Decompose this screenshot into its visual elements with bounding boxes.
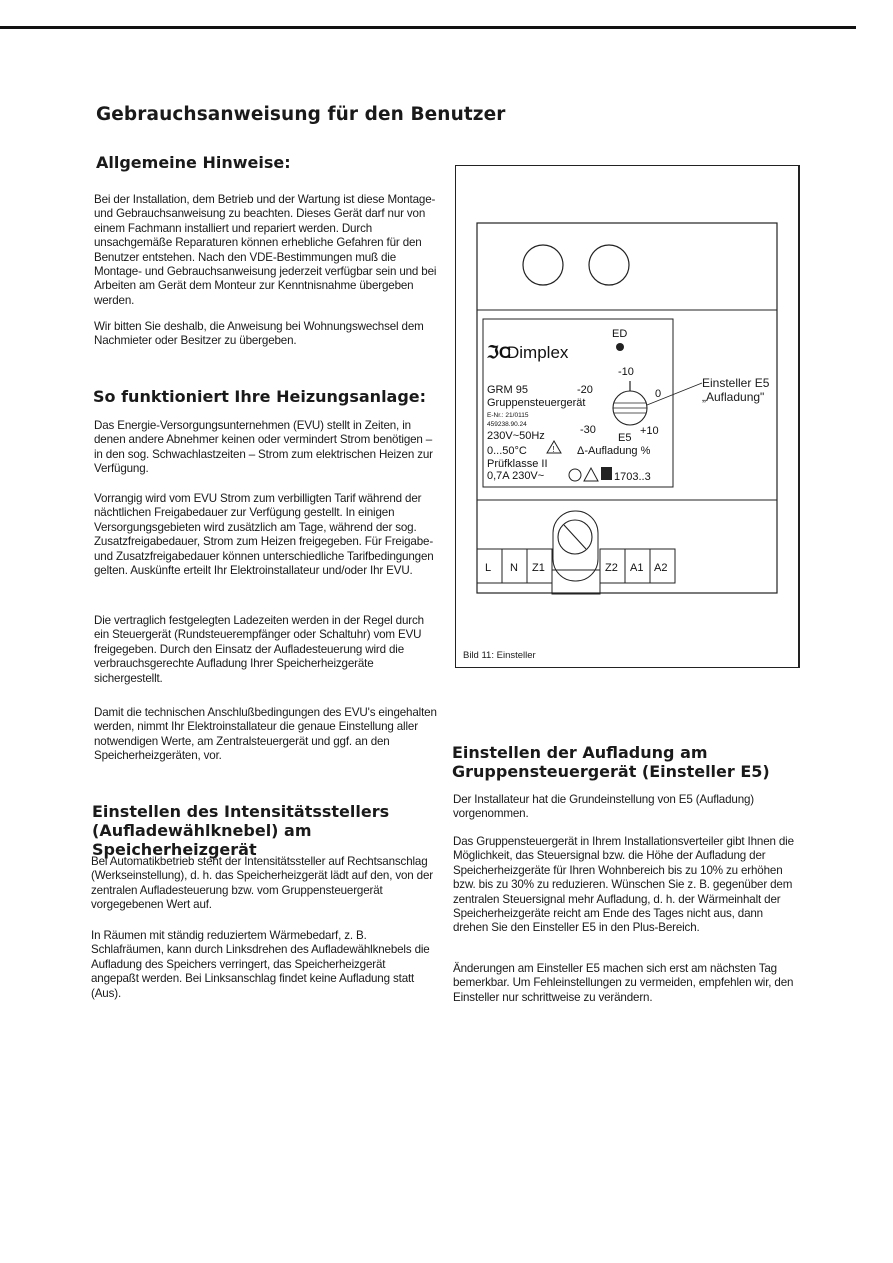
figure-caption: Bild 11: Einsteller — [463, 650, 536, 661]
safety-mark-icon — [584, 468, 598, 481]
enr-label: E-Nr.: 21/0115 — [487, 412, 529, 419]
voltage-label: 230V~50Hz — [487, 430, 545, 442]
callout-label — [702, 376, 769, 404]
terminal-z1: Z1 — [532, 562, 545, 574]
current-label: 0,7A 230V~ — [487, 470, 545, 482]
e5-paragraph-2: Das Gruppensteuergerät in Ihrem Installationsverteiler gibt Ihnen die Möglichkeit, das Steuersignal bzw. die Höhe der Aufladung der Speicherheizgeräte für Ihren Wohnbereich bis zu 10% zu erhöhen bzw. bis zu 30% zu reduzieren. Wünschen Sie z. B. gegenüber dem zentralen Steuersignal mehr Aufladung, d. h. der Wärmeinhalt der Speicherheizgeräte reicht am Ende des Tages nicht aus, dann drehen Sie den Einsteller E5 in den Plus-Bereich. — [453, 835, 794, 935]
brand-mark: ℑC — [487, 343, 512, 362]
double-insulation-icon — [601, 467, 612, 480]
warning-mark: ! — [552, 445, 555, 454]
e5-paragraph-1: Der Installateur hat die Grundeinstellung von E5 (Aufladung) vorgenommen. — [453, 793, 754, 821]
callout-line2: „Aufladung" — [702, 390, 765, 404]
intensity-paragraph-2: In Räumen mit ständig reduziertem Wärmebedarf, z. B. Schlafräumen, kann durch Linksdrehen des Aufladewählknebels die Aufladung des Speichers verringert, das Speicherheizgerät angepaßt werden. Bei Linksanschlag findet keine Aufladung statt (Aus). — [91, 929, 430, 1000]
how-paragraph-3: Die vertraglich festgelegten Ladezeiten werden in der Regel durch ein Steuergerät (Rundsteuerempfänger oder Schaltuhr) vom EVU freigegeben. Durch den Einsatz der Aufladesteuerung wird die verbrauchsgerechte Aufladung Ihrer Speicherheizgeräte sichergestellt. — [94, 614, 424, 685]
section-heading-how: So funktioniert Ihre Heizungsanlage: — [93, 387, 427, 406]
callout-line1: Einsteller E5 — [702, 376, 770, 390]
protection-label: Prüfklasse II — [487, 458, 548, 470]
aufladung-label: Δ-Aufladung % — [577, 445, 651, 457]
dial-tick-plus10: +10 — [640, 425, 659, 437]
led-window-left — [523, 245, 563, 285]
code-label: 459238.90.24 — [487, 421, 527, 428]
brand-name: Dimplex — [507, 343, 569, 362]
dial-tick-minus30: -30 — [580, 424, 596, 436]
general-paragraph-1: Bei der Installation, dem Betrieb und der Wartung ist diese Montage- und Gebrauchsanweisung zu beachten. Dieses Gerät darf nur von einem Fachmann installiert und repariert werden. Durch unsachgemäße Reparaturen können erhebliche Gefahren für den Benutzer entstehen. Nach den VDE-Bestimmungen muß die Montage- und Gebrauchsanweisung jederzeit verfügbar sein und bei Arbeiten am Gerät dem Monteur zur Kenntnisnahme übergeben werden. — [94, 193, 437, 307]
dial-tick-minus10: -10 — [618, 366, 634, 378]
terminal-l: L — [485, 562, 492, 574]
ed-indicator — [616, 343, 624, 351]
general-paragraph-2: Wir bitten Sie deshalb, die Anweisung bei Wohnungswechsel dem Nachmieter oder Besitzer zu übergeben. — [94, 320, 424, 348]
device-illustration — [455, 165, 797, 666]
e5-paragraph-3: Änderungen am Einsteller E5 machen sich erst am nächsten Tag bemerkbar. Um Fehleinstellungen zu vermeiden, empfehlen wir, den Einsteller nur schrittweise zu verändern. — [453, 962, 794, 1004]
how-paragraph-1: Das Energie-Versorgungsunternehmen (EVU) stellt in Zeiten, in denen andere Abnehmer keinen oder vermindert Strom benötigen – in den sog. Schwachlastzeiten – Strom zum elektrischen Heizen zur Verfügung. — [94, 419, 433, 476]
section-heading-e5: Einstellen der Aufladung am Gruppensteuergerät (Einsteller E5) — [452, 743, 770, 781]
how-paragraph-4: Damit die technischen Anschlußbedingungen des EVU's eingehalten werden, nimmt Ihr Elektroinstallateur die genaue Einstellung aller notwendigen Werte, am Zentralsteuergerät und ggf. an den Speicherheizgeräten, vor. — [94, 706, 437, 763]
section-heading-general: Allgemeine Hinweise: — [96, 153, 291, 172]
model-label: GRM 95 — [487, 384, 528, 396]
e5-dial-label: E5 — [618, 432, 632, 444]
section-heading-intensity: Einstellen des Intensitätsstellers (Aufladewählknebel) am Speicherheizgerät — [92, 802, 390, 859]
ed-label: ED — [612, 328, 628, 340]
how-paragraph-2: Vorrangig wird vom EVU Strom zum verbilligten Tarif während der nächtlichen Freigabedauer zur Verfügung gestellt. In einigen Versorgungsgebieten wird zusätzlich am Tage, während der sog. Zusatzfreigabedauer, Strom zum Heizen freigegeben. Für Freigabe- und Zusatzfreigabedauer können unterschiedliche Tarifbedingungen gelten. Auskünfte erteilt Ihr Elektroinstallateur und/oder Ihr EVU. — [94, 492, 434, 578]
temp-range-label: 0...50°C — [487, 445, 527, 457]
terminal-a2: A2 — [654, 562, 668, 574]
intensity-paragraph-1: Bei Automatikbetrieb steht der Intensitätssteller auf Rechtsanschlag (Werkseinstellung), d. h. das Speicherheizgerät lädt auf den, von der zentralen Aufladesteuerung bzw. vom Gruppensteuergerät vorgegebenen Wert auf. — [91, 855, 433, 912]
type-label: Gruppensteuergerät — [487, 397, 586, 409]
dial-tick-minus20: -20 — [577, 384, 593, 396]
terminal-n: N — [510, 562, 518, 574]
page-title: Gebrauchsanweisung für den Benutzer — [96, 104, 506, 125]
dial-tick-zero: 0 — [655, 388, 662, 400]
serial-label: 1703..3 — [614, 471, 651, 483]
terminal-z2: Z2 — [605, 562, 618, 574]
led-window-right — [589, 245, 629, 285]
terminal-a1: A1 — [630, 562, 644, 574]
cert-mark-icon — [569, 469, 581, 481]
top-rule — [0, 26, 856, 29]
